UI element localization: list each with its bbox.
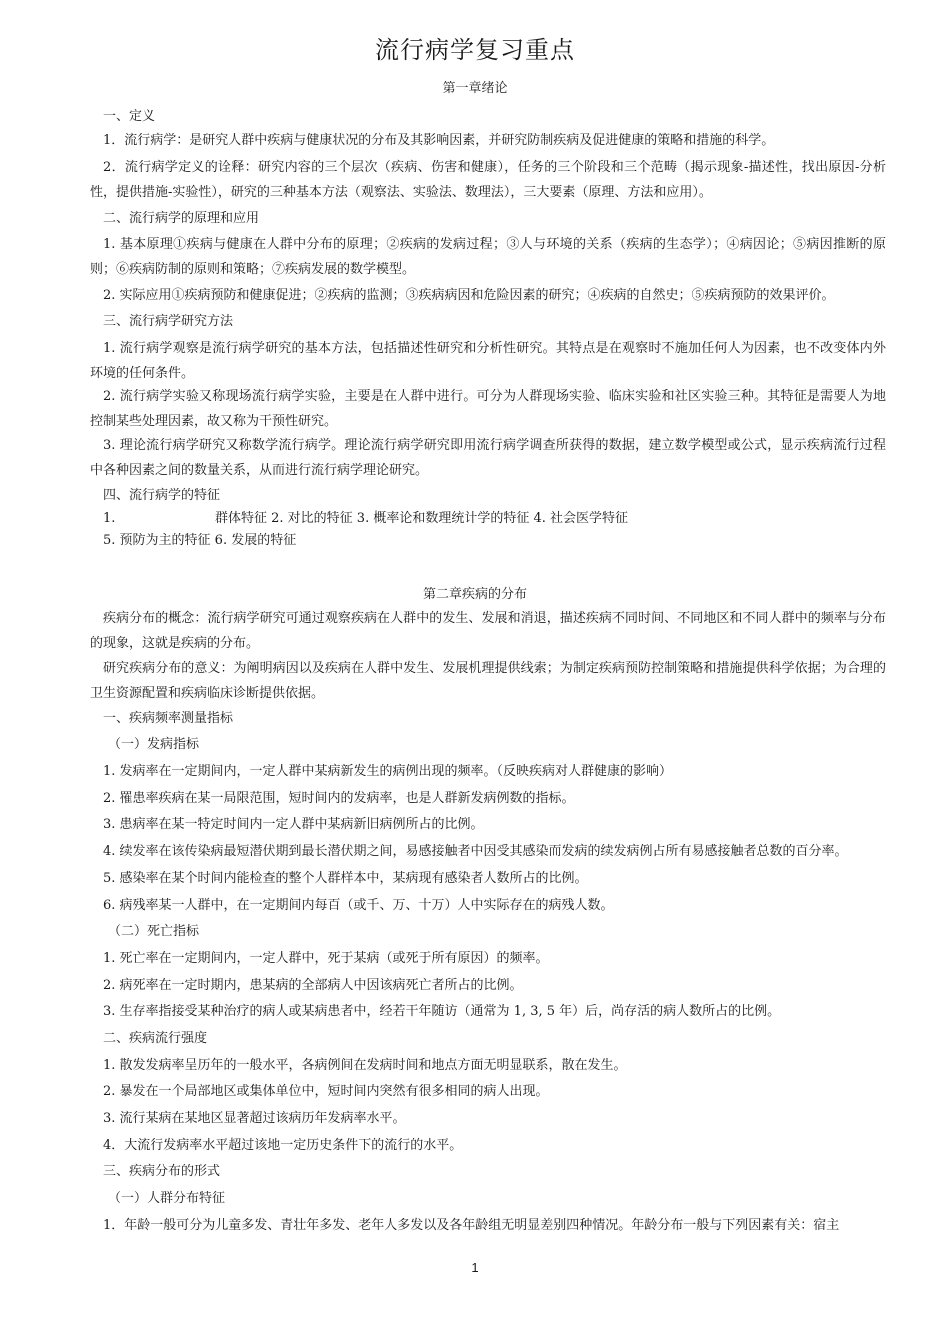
subsection-incidence-heading: （一）发病指标 <box>108 737 200 752</box>
section-frequency-heading: 一、疾病频率测量指标 <box>103 711 234 726</box>
paragraph-definition-explanation: 2．流行病学定义的诠释：研究内容的三个层次（疾病、伤害和健康），任务的三个阶段和三个范畴（揭示现象-描述性，找出原因-分析性，提供措施-实验性），研究的三种基本方法（观察法、实验法、数理法），三大要素（原理、方法和应用）。 <box>90 160 886 200</box>
paragraph-definition: 1．流行病学：是研究人群中疾病与健康状况的分布及其影响因素，并研究防制疾病及促进健康的策略和措施的科学。 <box>103 133 775 148</box>
item-secondary-attack-rate: 4. 续发率在该传染病最短潜伏期到最长潜伏期之间，易感接触者中因受其感染而发病的续发病例占所有易感接触者总数的百分率。 <box>103 844 848 859</box>
item-disability-rate: 6. 病残率某一人群中，在一定期间内每百（或千、万、十万）人中实际存在的病残人数。 <box>103 898 614 913</box>
item-incidence-rate: 1. 发病率在一定期间内，一定人群中某病新发生的病例出现的频率。（反映疾病对人群健康的影响） <box>103 764 673 779</box>
item-mortality-rate: 1. 死亡率在一定期间内，一定人群中，死于某病（或死于所有原因）的频率。 <box>103 951 549 966</box>
item-attack-rate: 2. 罹患率疾病在某一局限范围，短时间内的发病率，也是人群新发病例数的指标。 <box>103 791 575 806</box>
paragraph-distribution-concept: 疾病分布的概念：流行病学研究可通过观察疾病在人群中的发生、发展和消退，描述疾病不同时间、不同地区和不同人群中的频率与分布的现象，这就是疾病的分布。 <box>90 611 886 651</box>
item-prevalence-rate: 3. 患病率在某一特定时间内一定人群中某病新旧病例所占的比例。 <box>103 817 484 832</box>
item-epidemic: 3. 流行某病在某地区显著超过该病历年发病率水平。 <box>103 1111 406 1126</box>
page-number: 1 <box>471 1260 479 1275</box>
subsection-population-heading: （一）人群分布特征 <box>108 1191 226 1206</box>
features-line-1: 群体特征 2. 对比的特征 3. 概率论和数理统计学的特征 4. 社会医学特征 <box>215 511 629 526</box>
chapter-2-heading: 第二章疾病的分布 <box>422 587 527 602</box>
section-features-heading: 四、流行病学的特征 <box>103 488 221 503</box>
paragraph-basic-principles: 1. 基本原理①疾病与健康在人群中分布的原理；②疾病的发病过程；③人与环境的关系（疾病的生态学）；④病因论；⑤病因推断的原则；⑥疾病防制的原则和策略；⑦疾病发展的数学模型。 <box>90 237 886 277</box>
item-outbreak: 2. 暴发在一个局部地区或集体单位中，短时间内突然有很多相同的病人出现。 <box>103 1084 549 1099</box>
paragraph-observational: 1. 流行病学观察是流行病学研究的基本方法，包括描述性研究和分析性研究。其特点是在观察时不施加任何人为因素，也不改变体内外环境的任何条件。 <box>90 341 886 381</box>
features-number: 1. <box>103 511 116 526</box>
item-infection-rate: 5. 感染率在某个时间内能检查的整个人群样本中，某病现有感染者人数所占的比例。 <box>103 871 588 886</box>
paragraph-theoretical: 3. 理论流行病学研究又称数学流行病学。理论流行病学研究即用流行病学调查所获得的数据，建立数学模型或公式，显示疾病流行过程中各种因素之间的数量关系，从而进行流行病学理论研究。 <box>90 438 886 478</box>
item-pandemic: 4．大流行发病率水平超过该地一定历史条件下的流行的水平。 <box>103 1138 463 1153</box>
item-age: 1．年龄一般可分为儿童多发、青壮年多发、老年人多发以及各年龄组无明显差别四种情况。年龄分布一般与下列因素有关：宿主 <box>103 1218 840 1233</box>
paragraph-distribution-significance: 研究疾病分布的意义：为阐明病因以及疾病在人群中发生、发展机理提供线索；为制定疾病预防控制策略和措施提供科学依据；为合理的卫生资源配置和疾病临床诊断提供依据。 <box>90 661 886 701</box>
section-definition-heading: 一、定义 <box>103 109 156 124</box>
section-forms-heading: 三、疾病分布的形式 <box>103 1164 221 1179</box>
item-fatality-rate: 2. 病死率在一定时期内，患某病的全部病人中因该病死亡者所占的比例。 <box>103 978 523 993</box>
paragraph-applications: 2. 实际应用①疾病预防和健康促进；②疾病的监测；③疾病病因和危险因素的研究；④疾病的自然史；⑤疾病预防的效果评价。 <box>103 288 835 303</box>
section-methods-heading: 三、流行病学研究方法 <box>103 314 234 329</box>
subsection-mortality-heading: （二）死亡指标 <box>108 924 200 939</box>
features-line-2: 5. 预防为主的特征 6. 发展的特征 <box>103 533 297 548</box>
paragraph-experimental: 2. 流行病学实验又称现场流行病学实验，主要是在人群中进行。可分为人群现场实验、临床实验和社区实验三种。其特征是需要人为地控制某些处理因素，故又称为干预性研究。 <box>90 389 886 429</box>
section-principles-heading: 二、流行病学的原理和应用 <box>103 211 260 226</box>
section-intensity-heading: 二、疾病流行强度 <box>103 1031 208 1046</box>
item-sporadic: 1. 散发发病率呈历年的一般水平，各病例间在发病时间和地点方面无明显联系，散在发生。 <box>103 1058 627 1073</box>
item-survival-rate: 3. 生存率指接受某种治疗的病人或某病患者中，经若干年随访（通常为 1, 3, 5 年）后，尚存活的病人数所占的比例。 <box>103 1004 781 1019</box>
document-title: 流行病学复习重点 <box>375 36 575 64</box>
chapter-1-heading: 第一章绪论 <box>442 81 508 96</box>
